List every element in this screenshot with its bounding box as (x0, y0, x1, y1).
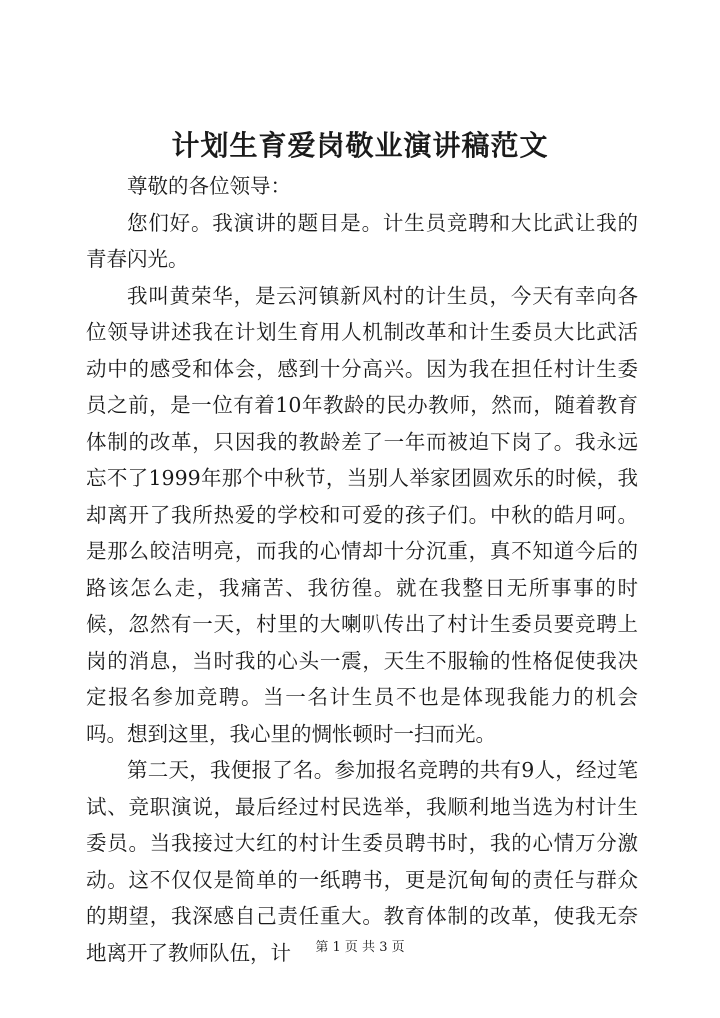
page-footer: 第 1 页 共 3 页 (315, 940, 405, 955)
body-paragraph: 我叫黄荣华，是云河镇新风村的计生员，今天有幸向各位领导讲述我在计划生育用人机制改革和计生委员大比武活动中的感受和体会，感到十分高兴。因为我在担任村计生委员之前，是一位有着10年教龄的民办教师，然而，随着教育体制的改革，只因我的教龄差了一年而被迫下岗了。我永远忘不了1999年那个中秋节，当别人举家团圆欢乐的时候，我却离开了我所热爱的学校和可爱的孩子们。中秋的皓月呵。是那么皎洁明亮，而我的心情却十分沉重，真不知道今后的路该怎么走，我痛苦、我彷徨。就在我整日无所事事的时候，忽然有一天，村里的大喇叭传出了村计生委员要竞聘上岗的消息，当时我的心头一震，天生不服输的性格促使我决定报名参加竞聘。当一名计生员不也是体现我能力的机会吗。想到这里，我心里的惆怅顿时一扫而光。 (86, 283, 638, 746)
greeting-paragraph: 您们好。我演讲的题目是。计生员竞聘和大比武让我的青春闪光。 (86, 210, 638, 271)
page-title: 计划生育爱岗敬业演讲稿范文 (171, 129, 549, 162)
salutation-paragraph: 尊敬的各位领导： (127, 174, 291, 198)
body-paragraph: 第二天，我便报了名。参加报名竞聘的共有9人，经过笔试、竞职演说，最后经过村民选举，我顺利地当选为村计生委员。当我接过大红的村计生委员聘书时，我的心情万分激动。这不仅仅是简单的一纸聘书，更是沉甸甸的责任与群众的期望，我深感自己责任重大。教育体制的改革，使我无奈地离开了教师队伍，计 (86, 758, 638, 965)
document-body (86, 168, 638, 971)
